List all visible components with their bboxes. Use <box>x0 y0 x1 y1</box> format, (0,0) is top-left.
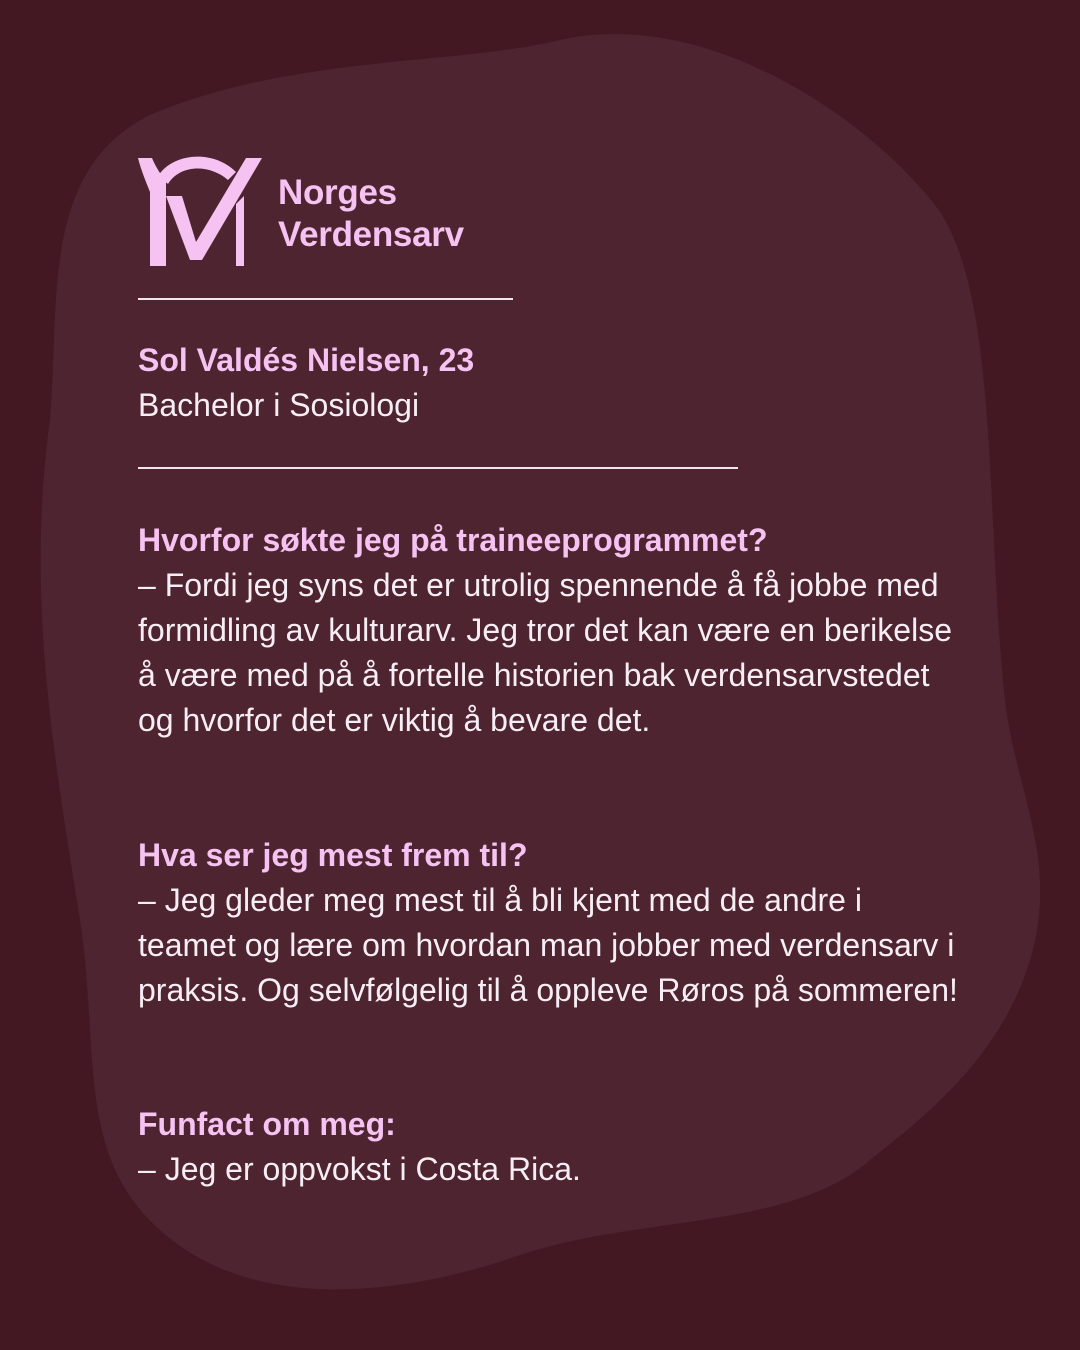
answer-text: – Fordi jeg syns det er utrolig spennende å få jobbe med formidling av kulturarv. Jeg tror det kan være en berikelse å være med på å fortelle historien bak verdensarvstedet og hvorfor det er viktig å bevare det. <box>138 567 952 738</box>
logo-line-norges: Norges <box>278 173 397 212</box>
answer-text: – Jeg er oppvokst i Costa Rica. <box>138 1151 581 1187</box>
qa-section <box>138 833 968 1013</box>
divider <box>138 467 738 469</box>
person-name: Sol Valdés Nielsen, 23 <box>138 342 475 378</box>
qa-section <box>138 518 968 743</box>
question-heading: Hvorfor søkte jeg på traineeprogrammet? <box>138 522 768 558</box>
logo-wordmark <box>278 172 464 256</box>
answer-text: – Jeg gleder meg mest til å bli kjent med de andre i teamet og lære om hvordan man jobber med verdensarv i praksis. Og selvfølgelig til å oppleve Røros på sommeren! <box>138 882 958 1008</box>
norges-verdensarv-logo-icon <box>138 156 262 268</box>
logo-line-verdensarv: Verdensarv <box>278 215 464 254</box>
question-heading: Funfact om meg: <box>138 1106 396 1142</box>
qa-section <box>138 1102 968 1192</box>
question-heading: Hva ser jeg mest frem til? <box>138 837 528 873</box>
divider <box>138 298 513 300</box>
person-program: Bachelor i Sosiologi <box>138 387 420 423</box>
